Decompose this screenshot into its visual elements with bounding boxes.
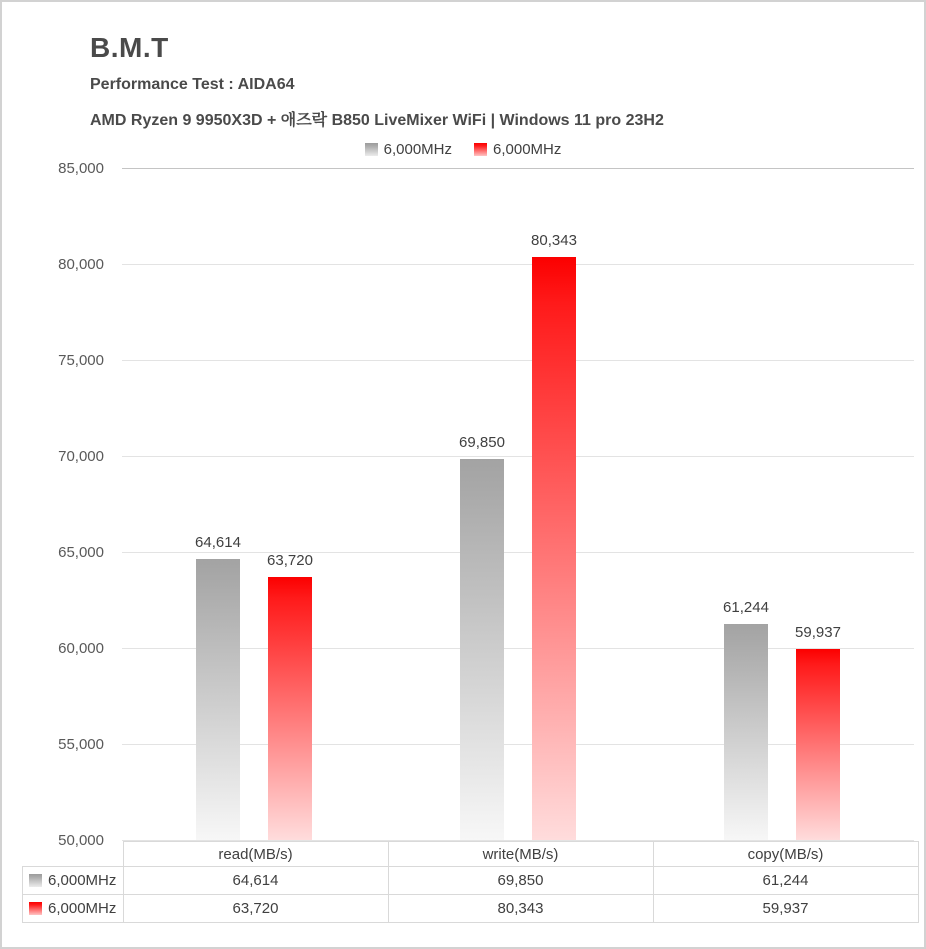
y-axis-tick-label: 85,000 [58,160,104,177]
gridline [122,360,914,361]
table-corner-blank [23,842,124,867]
plot-area [58,160,914,849]
y-axis-tick-label: 55,000 [58,736,104,753]
y-axis-tick-label: 75,000 [58,352,104,369]
legend-color-swatch-icon [474,143,487,156]
gridline [122,552,914,553]
table-row-key [23,895,124,923]
chart-system-info: AMD Ryzen 9 9950X3D + 애즈락 B850 LiveMixer WiFi | Windows 11 pro 23H2 [90,112,664,129]
y-axis-tick-label: 70,000 [58,448,104,465]
legend [2,140,924,158]
legend-color-swatch-icon [365,143,378,156]
bar-value-label: 61,244 [723,599,769,617]
table-cell: 64,614 [123,867,388,895]
data-table [22,841,919,923]
bar-copy(MB/s)-6,000MHz [796,649,840,840]
y-axis-tick-label: 50,000 [58,832,104,849]
gridline [122,264,914,265]
table-cell: 63,720 [123,895,388,923]
table-header-cell: write(MB/s) [388,842,653,867]
legend-label: 6,000MHz [383,140,452,158]
chart-title: B.M.T [90,32,169,63]
bar-read(MB/s)-6,000MHz [196,559,240,840]
table-header-cell: read(MB/s) [123,842,388,867]
bar-copy(MB/s)-6,000MHz [724,624,768,840]
legend-item [365,141,452,158]
bar-value-label: 59,937 [795,624,841,642]
table-row-key [23,867,124,895]
table-row-key-label: 6,000MHz [48,872,117,889]
y-axis-tick-label: 80,000 [58,256,104,273]
y-axis-tick-label: 65,000 [58,544,104,561]
legend-item [474,141,561,158]
chart-subtitle: Performance Test : AIDA64 [90,76,295,93]
gridline [122,168,914,169]
table-cell: 69,850 [388,867,653,895]
bar-value-label: 69,850 [459,433,505,451]
table-header-cell: copy(MB/s) [653,842,918,867]
table-row [23,867,919,895]
gridline [122,456,914,457]
table-cell: 61,244 [653,867,918,895]
table-cell: 80,343 [388,895,653,923]
table-row-key-label: 6,000MHz [48,900,117,917]
bar-value-label: 63,720 [267,551,313,569]
bar-value-label: 80,343 [531,232,577,250]
bar-read(MB/s)-6,000MHz [268,577,312,840]
bar-write(MB/s)-6,000MHz [532,257,576,840]
legend-label: 6,000MHz [493,140,562,158]
y-axis-tick-label: 60,000 [58,640,104,657]
legend-color-swatch-icon [29,874,42,887]
table-row [23,895,919,923]
bar-write(MB/s)-6,000MHz [460,459,504,840]
bar-value-label: 64,614 [195,534,241,552]
table-cell: 59,937 [653,895,918,923]
legend-color-swatch-icon [29,902,42,915]
